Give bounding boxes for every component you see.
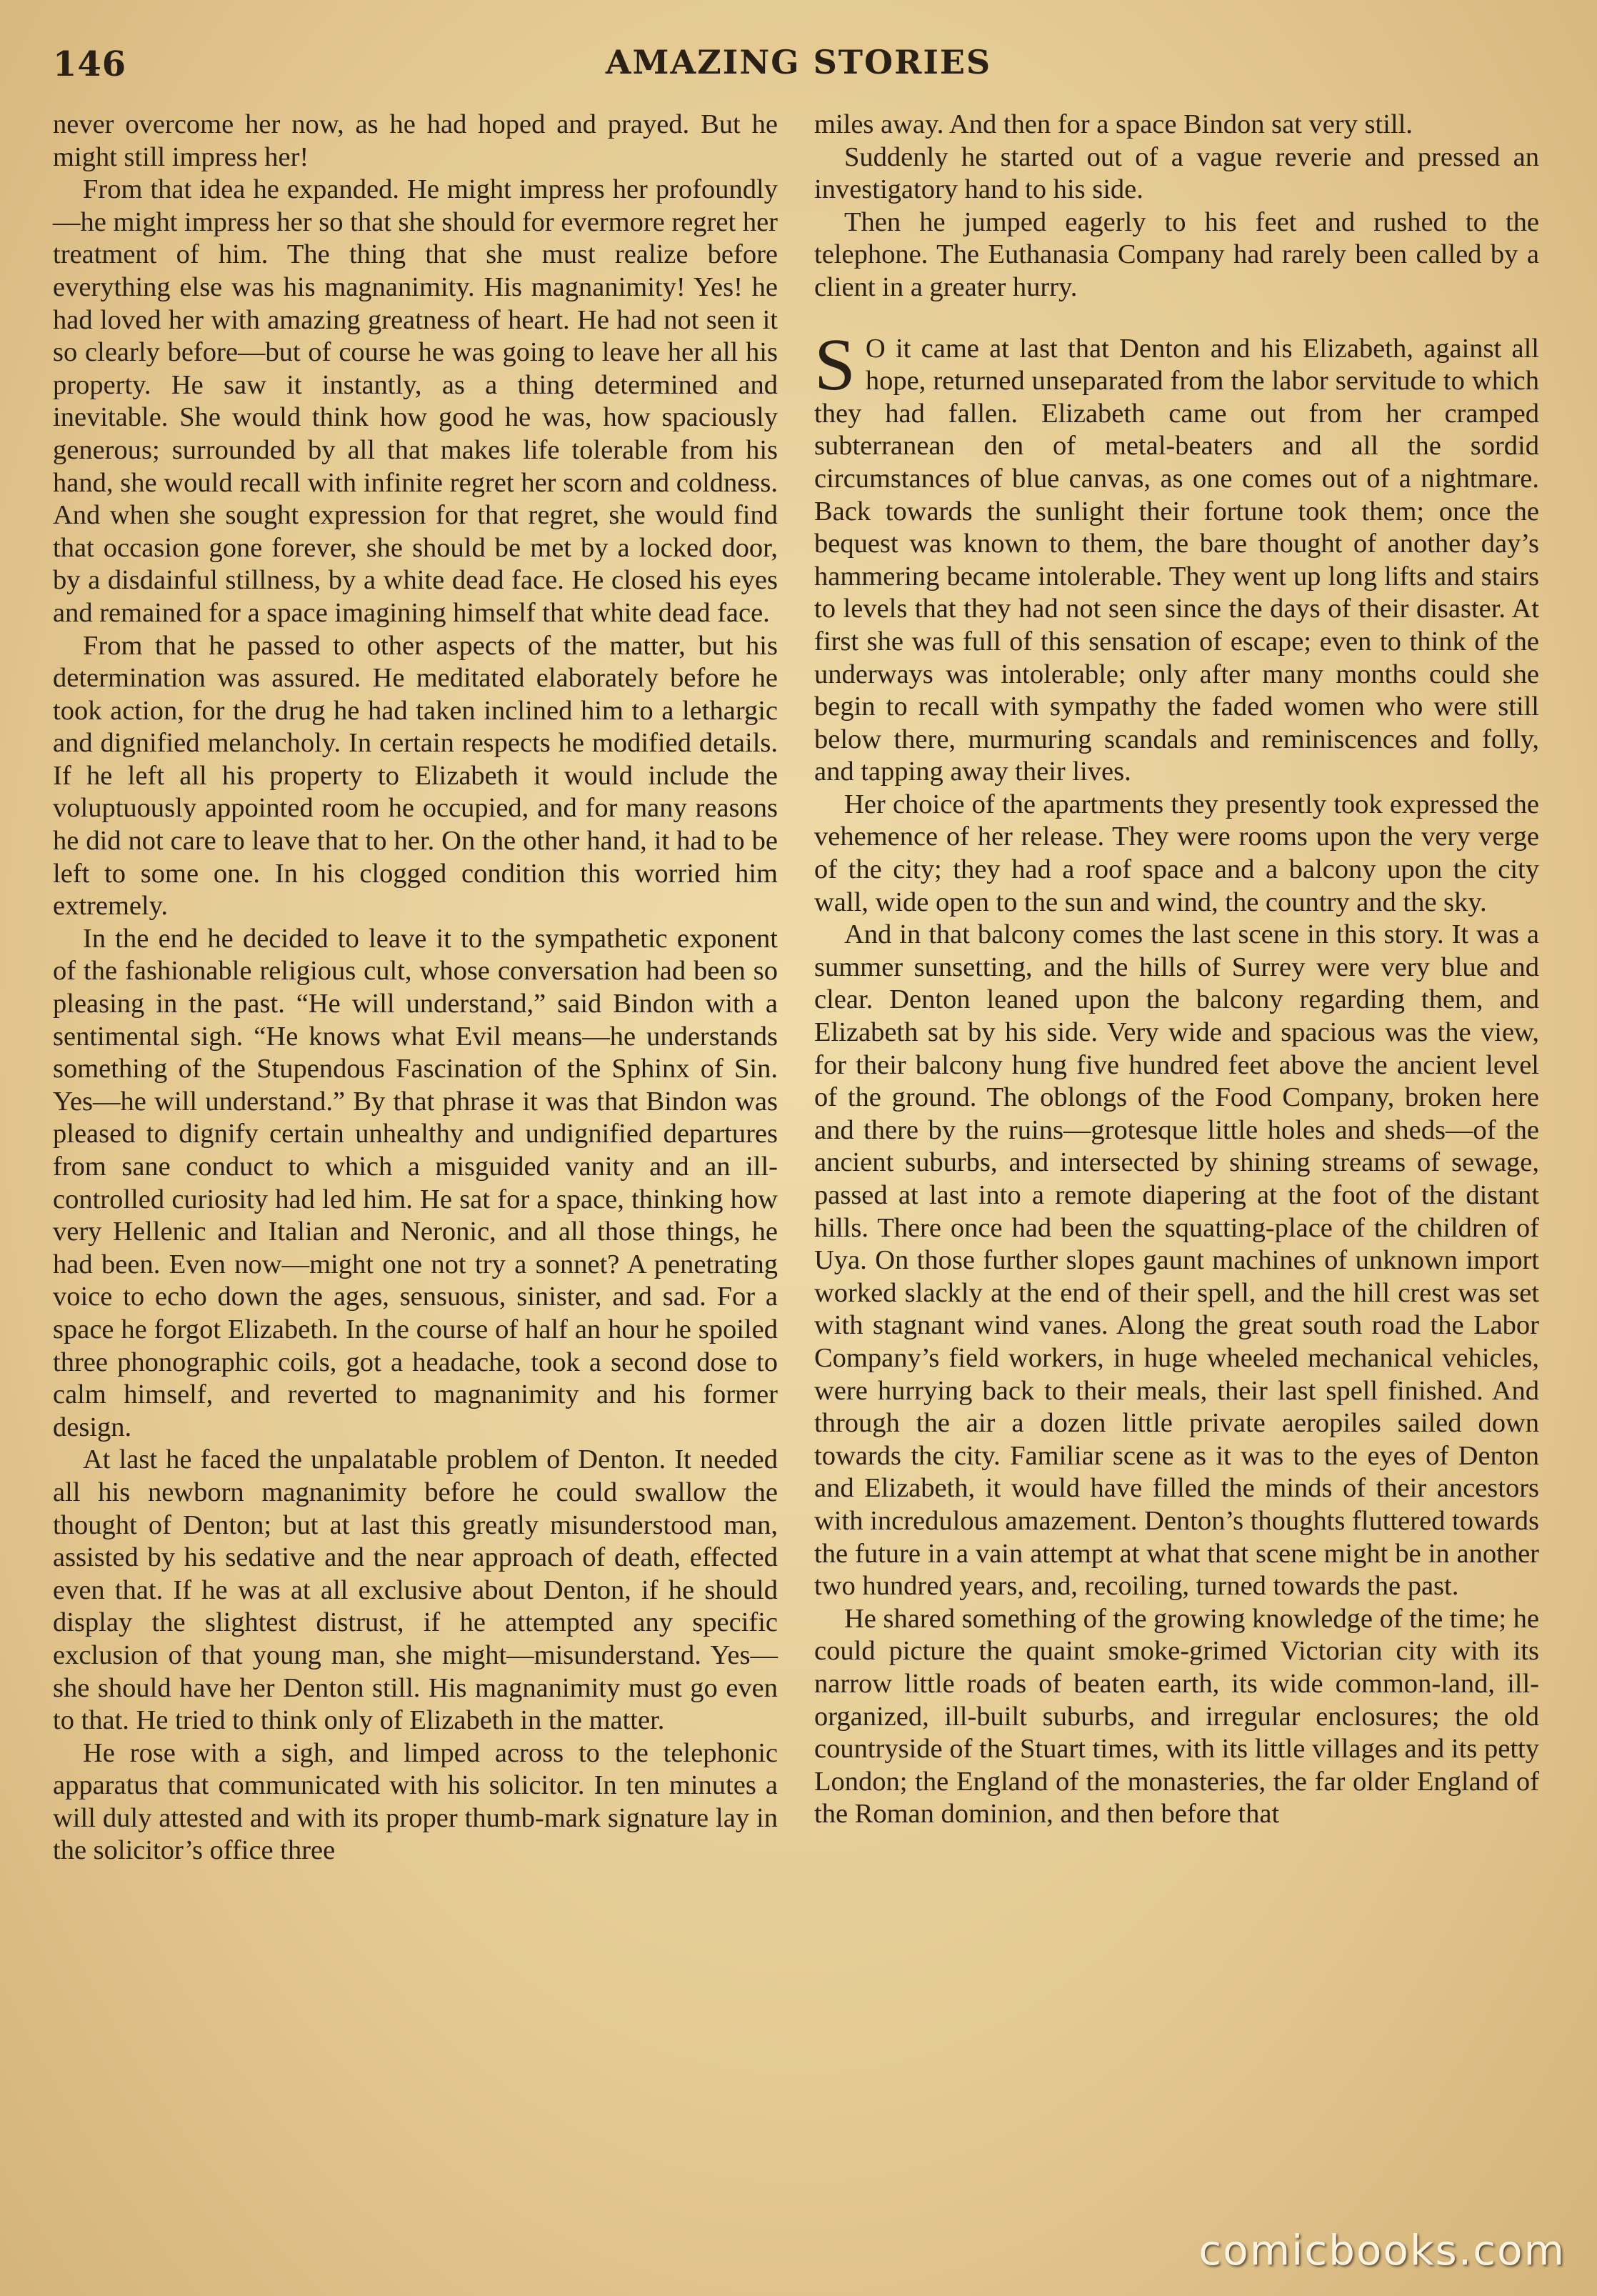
paragraph: Suddenly he started out of a vague reverie and pressed an investigatory hand to his side. — [814, 141, 1539, 205]
paragraph: At last he faced the unpalatable problem of Denton. It needed all his newborn magnanimity before he could swallow the thought of Denton; but at last this greatly misunderstood man, assisted by his sedative and the near approach of death, effected even that. If he was at all exclusive about Denton, if he should display the slightest distrust, if he attempted any specific exclusion of that young man, she might—misunderstand. Yes—she should have her Denton still. His magnanimity must go even to that. He tried to think only of Elizabeth in the matter. — [53, 1444, 778, 1736]
left-column — [53, 109, 778, 1867]
watermark: comicbooks.com — [1198, 2226, 1566, 2275]
right-column — [814, 109, 1539, 1831]
section-first-paragraph-text: O it came at last that Denton and his Elizabeth, against all hope, returned unseparated from the labor servitude to which they had fallen. Elizabeth came out from her cramped subterranean den of metal-beaters and all the sordid circumstances of blue canvas, as one comes out of a nightmare. Back towards the sunlight their fortune took them; once the bequest was known to them, the bare thought of another day’s hammering became intolerable. They went up long lifts and stairs to levels that they had not seen since the days of their disaster. At first she was full of this sensation of escape; even to think of the underways was intolerable; only after many months could she begin to recall with sympathy the faded women who were still below there, murmuring scandals and reminiscences and folly, and tapping away their lives. — [814, 333, 1539, 787]
magazine-title: AMAZING STORIES — [605, 43, 992, 81]
paragraph: In the end he decided to leave it to the sympathetic exponent of the fashionable religious cult, whose conversation had been so pleasing in the past. “He will understand,” said Bindon with a sentimental sigh. “He knows what Evil means—he understands something of the Stupendous Fascination of the Sphinx of Sin. Yes—he will understand.” By that phrase it was that Bindon was pleased to dignify certain unhealthy and undignified departures from sane conduct to which a misguided vanity and an ill-controlled curiosity had led him. He sat for a space, thinking how very Hellenic and Italian and Neronic, and all those things, he had been. Even now—might one not try a sonnet? A penetrating voice to echo down the ages, sensuous, sinister, and sad. For a space he forgot Elizabeth. In the course of half an hour he spoiled three phonographic coils, got a headache, took a second dose to calm himself, and reverted to magnanimity and his former design. — [53, 923, 778, 1442]
drop-cap: S — [814, 323, 856, 406]
page-header — [0, 29, 1597, 93]
paragraph: And in that balcony comes the last scene in this story. It was a summer sunsetting, and the hills of Surrey were very blue and clear. Denton leaned upon the balcony regarding them, and Elizabeth sat by his side. Very wide and spacious was the view, for their balcony hung five hundred feet above the ancient level of the ground. The oblongs of the Food Company, broken here and there by the ruins—grotesque little holes and sheds—of the ancient suburbs, and intersected by shining streams of sewage, passed at last into a remote diapering at the foot of the distant hills. There once had been the squatting-place of the children of Uya. On those further slopes gaunt machines of unknown import worked slackly at the end of their spell, and the hill crest was set with stagnant wind vanes. Along the great south road the Labor Company’s field workers, in huge wheeled mechanical vehicles, were hurrying back to their meals, their last spell finished. And through the air a dozen little private aeropiles sailed down towards the city. Familiar scene as it was to the eyes of Denton and Elizabeth, it would have filled the minds of their ancestors with incredulous amazement. Denton’s thoughts fluttered towards the future in a vain attempt at what that scene might be in another two hundred years, and, recoiling, turned towards the past. — [814, 919, 1539, 1602]
paragraph: He rose with a sigh, and limped across to the telephonic apparatus that communicated with his solicitor. In ten minutes a will duly attested and with its proper thumb-mark signature lay in the solicitor’s office three — [53, 1737, 778, 1866]
paragraph: Her choice of the apartments they presently took expressed the vehemence of her release. They were rooms upon the very verge of the city; they had a roof space and a balcony upon the city wall, wide open to the sun and wind, the country and the sky. — [814, 789, 1539, 917]
paragraph: From that idea he expanded. He might impress her profoundly—he might impress her so that she should for evermore regret her treatment of him. The thing that she must realize before everything else was his magnanimity. His magnanimity! Yes! he had loved her with amazing greatness of heart. He had not seen it so clearly before—but of course he was going to leave her all his property. He saw it instantly, as a thing determined and inevitable. She would think how good he was, how spaciously generous; surrounded by all that makes life tolerable from his hand, she would recall with infinite regret her scorn and coldness. And when she sought expression for that regret, she would find that occasion gone forever, she should be met by a locked door, by a disdainful stillness, by a white dead face. He closed his eyes and remained for a space imagining himself that white dead face. — [53, 174, 778, 628]
paragraph: never overcome her now, as he had hoped and prayed. But he might still impress her! — [53, 109, 778, 172]
paragraph: From that he passed to other aspects of the matter, but his determination was assured. He meditated elaborately before he took action, for the drug he had taken inclined him to a lethargic and dignified melancholy. In certain respects he modified details. If he left all his property to Elizabeth it would include the voluptuously appointed room he occupied, and for many reasons he did not care to leave that to her. On the other hand, it had to be left to some one. In his clogged condition this worried him extremely. — [53, 630, 778, 922]
paragraph: Then he jumped eagerly to his feet and rushed to the telephone. The Euthanasia Company had rarely been called by a client in a greater hurry. — [814, 206, 1539, 302]
paragraph: miles away. And then for a space Bindon sat very still. — [814, 109, 1413, 139]
paragraph: He shared something of the growing knowledge of the time; he could picture the quaint smoke-grimed Victorian city with its narrow little roads of beaten earth, its wide common-land, ill-organized, ill-built suburbs, and irregular enclosures; the old countryside of the Stuart times, with its little villages and its petty London; the England of the monasteries, the far older England of the Roman dominion, and then before that — [814, 1603, 1539, 1830]
page-number: 146 — [53, 44, 127, 84]
section-first-paragraph — [814, 323, 1539, 789]
